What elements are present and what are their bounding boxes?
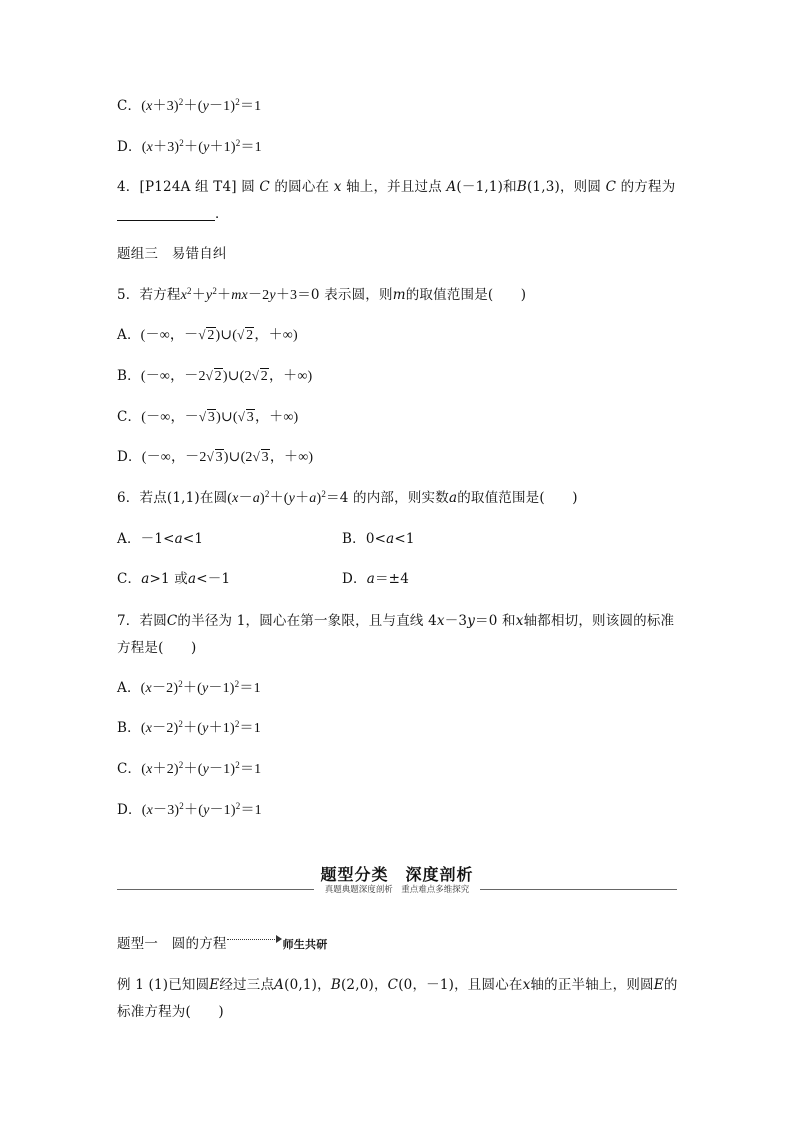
q5-option-a: A．(－∞，－√ 2)∪(√ 2，＋∞) — [117, 326, 298, 345]
q6-options-row1 — [117, 530, 203, 548]
section-banner-title: 题型分类 深度剖析 — [320, 865, 474, 884]
group3-heading: 题组三 易错自纠 — [117, 246, 227, 262]
q6-option-a: A．－1<a<1 — [117, 531, 204, 547]
q5-stem: 5．若方程$x^2+y^2+mx-2y+3=0$ 表示圆，则m的取值范围是( ) — [117, 286, 527, 303]
example1-stem: 例 1 (1)已知圆E经过三点A(0,1)，B(2,0)，C(0，－1)，且圆心在x轴的正半轴上，则圆E的 — [117, 977, 678, 993]
q3-option-d: D．$(x+3)^2+(y+1)^2=1$ — [117, 138, 262, 155]
example1-stem-line2: 标准方程为( ) — [117, 1004, 224, 1020]
q3-option-c: C．$(x+3)^2+(y-1)^2=1$ — [117, 97, 262, 114]
q7-option-c: C．$(x+2)^2+(y-1)^2=1$ — [117, 760, 262, 777]
q4-answer-blank: ． — [117, 205, 229, 223]
q7-stem: 7．若圆C的半径为 1，圆心在第一象限，且与直线 4x－3y＝0 和x轴都相切，则该圆的标准 — [117, 613, 675, 629]
type1-tag: 师生共研 — [282, 938, 328, 951]
q6-option-d: D．a＝±4 — [342, 571, 409, 587]
q6-stem: 6．若点(1,1)在圆$(x-a)^2+(y+a)^2=4$ 的内部，则实数a的取值范围是( ) — [117, 489, 578, 506]
q7-option-a: A．$(x-2)^2+(y-1)^2=1$ — [117, 679, 261, 696]
q5-option-d: D．(－∞，－2√ 3)∪(2√ 3，＋∞) — [117, 448, 313, 467]
type1-heading: 题型一 圆的方程 师生共研 — [117, 936, 328, 952]
answer-blank — [117, 206, 215, 221]
section-banner-subtitle: 真题典题深度剖析 重点难点多维探究 — [324, 885, 470, 895]
q6-option-b: B．0<a<1 — [342, 531, 415, 547]
dotted-arrow-icon — [227, 935, 283, 945]
q4-stem: 4．[P124A 组 T4] 圆 C 的圆心在 x 轴上，并且过点 A(－1,1)和B(1,3)，则圆 C 的方程为 — [117, 179, 676, 195]
q7-stem-line2: 方程是( ) — [117, 640, 197, 656]
q5-option-b: B．(－∞，－2√ 2)∪(2√ 2，＋∞) — [117, 367, 312, 386]
q7-option-d: D．$(x-3)^2+(y-1)^2=1$ — [117, 801, 262, 818]
q5-option-c: C．(－∞，－√ 3)∪(√ 3，＋∞) — [117, 408, 298, 427]
q7-option-b: B．$(x-2)^2+(y+1)^2=1$ — [117, 719, 261, 736]
q6-option-c: C．a>1 或a<－1 — [117, 571, 231, 587]
